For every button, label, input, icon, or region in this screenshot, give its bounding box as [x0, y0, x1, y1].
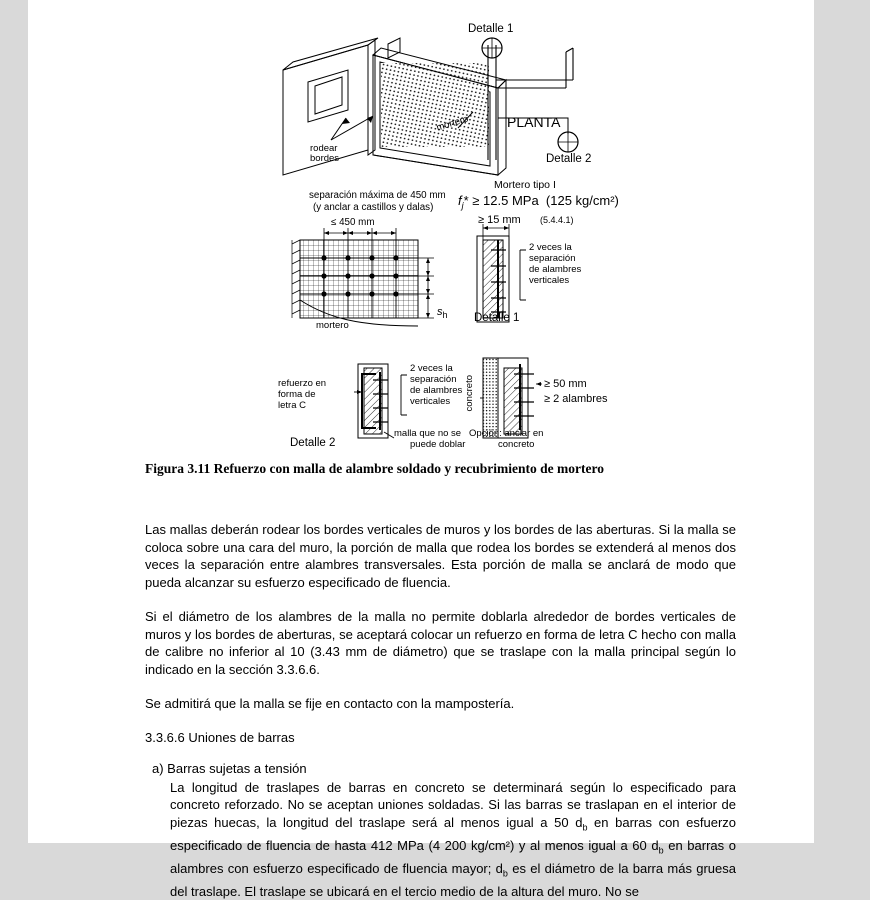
label-letra-c: letra C [278, 400, 306, 411]
label-forma-de: forma de [278, 389, 316, 400]
item-a-sub1: b [582, 822, 587, 832]
item-a-sub2: b [659, 845, 664, 855]
label-2veces-1: 2 veces la [529, 242, 572, 253]
paragraph-1: Las mallas deberán rodear los bordes verticales de muros y los bordes de las aberturas. Si la malla se coloca sobre una cara del muro, la porción de malla que rodea los bordes se extenderá al menos dos veces la separación entre alambres transversales. Esta porción de malla se anclará de modo que pueda alcanzar su esfuerzo especificado de fluencia. [145, 521, 736, 591]
label-mortero-tipo: Mortero tipo I [494, 179, 556, 191]
label-ge-50mm: ≥ 50 mm [544, 378, 587, 390]
figure-caption: Figura 3.11 Refuerzo con malla de alambre soldado y recubrimiento de mortero [145, 461, 814, 477]
label-ref-5441: (5.4.4.1) [540, 215, 574, 225]
label-dealambres-2: de alambres [410, 385, 462, 396]
label-separacion-2: separación [410, 374, 456, 385]
label-mortero-mesh: mortero [316, 320, 349, 331]
label-planta: PLANTA [507, 114, 560, 130]
item-a-part2: en barras con esfuerzo especificado de fluencia de hasta 412 MPa (4 200 kg/cm²) y al menos igual a 60 d [170, 815, 736, 853]
label-detalle-1-top: Detalle 1 [468, 23, 513, 35]
label-concreto-vertical: concreto [464, 375, 475, 411]
label-rodear: rodear [310, 143, 337, 154]
label-dealambres-1: de alambres [529, 264, 581, 275]
label-separacion-1: separación [529, 253, 575, 264]
figure-3-11 [28, 0, 814, 455]
list-item-a: a) Barras sujetas a tensión [152, 761, 736, 776]
label-malla-no-doblar: malla que no se [394, 428, 461, 439]
label-refuerzo-en: refuerzo en [278, 378, 326, 389]
paragraph-item-a-body [170, 779, 736, 900]
label-sh: $s_h$ [437, 306, 448, 320]
label-detalle-2-top: Detalle 2 [546, 153, 591, 165]
item-a-part3: en barras o alambres con esfuerzo especificado de fluencia mayor; d [170, 838, 736, 876]
label-separacion-maxima: separación máxima de 450 mm [309, 190, 446, 201]
label-anclar-castillos: (y anclar a castillos y dalas) [313, 202, 433, 213]
label-2veces-2: 2 veces la [410, 363, 453, 374]
label-detalle-2-bottom: Detalle 2 [290, 437, 335, 449]
label-detalle-1-mid: Detalle 1 [474, 312, 519, 324]
item-a-part4: es el diámetro de la barra más gruesa del traslape. El traslape se ubicará en el tercio medio de la altura del muro. No se [170, 861, 736, 899]
paragraph-2: Si el diámetro de los alambres de la malla no permite doblarla alrededor de bordes verticales de muros y los bordes de aberturas, se aceptará colocar un refuerzo en forma de letra C hecho con malla de calibre no inferior al 10 (3.43 mm de diámetro) que se traslape con la malla principal según lo indicado en la sección 3.3.6.6. [145, 608, 736, 678]
label-ge-15mm: ≥ 15 mm [478, 214, 521, 226]
paragraph-3: Se admitirá que la malla se fije en contacto con la mampostería. [145, 695, 736, 713]
document-page [28, 0, 814, 843]
label-fj-formula: $f_j* \ge 12.5$ MPa (125 kg/cm²) [458, 193, 619, 211]
label-puede-doblar: puede doblar [410, 439, 465, 450]
label-verticales-1: verticales [529, 275, 569, 286]
label-opcion-concreto: concreto [498, 439, 534, 450]
item-a-part1: La longitud de traslapes de barras en concreto se determinará según lo especificado para concreto reforzado. No se aceptan uniones soldadas. Si las barras se traslapan en el interior de piezas huecas, la longitud del traslape será al menos igual a 50 d [170, 780, 736, 830]
label-verticales-2: verticales [410, 396, 450, 407]
label-bordes: bordes [310, 153, 339, 164]
label-opcion-anclar: Opción: anclar en [469, 428, 543, 439]
section-heading-3366: 3.3.6.6 Uniones de barras [145, 730, 736, 745]
label-ge-2-alambres: ≥ 2 alambres [544, 393, 608, 405]
label-mortero-iso: mortero [435, 113, 470, 133]
item-a-sub3: b [503, 868, 508, 878]
label-le-450mm: ≤ 450 mm [331, 217, 375, 228]
